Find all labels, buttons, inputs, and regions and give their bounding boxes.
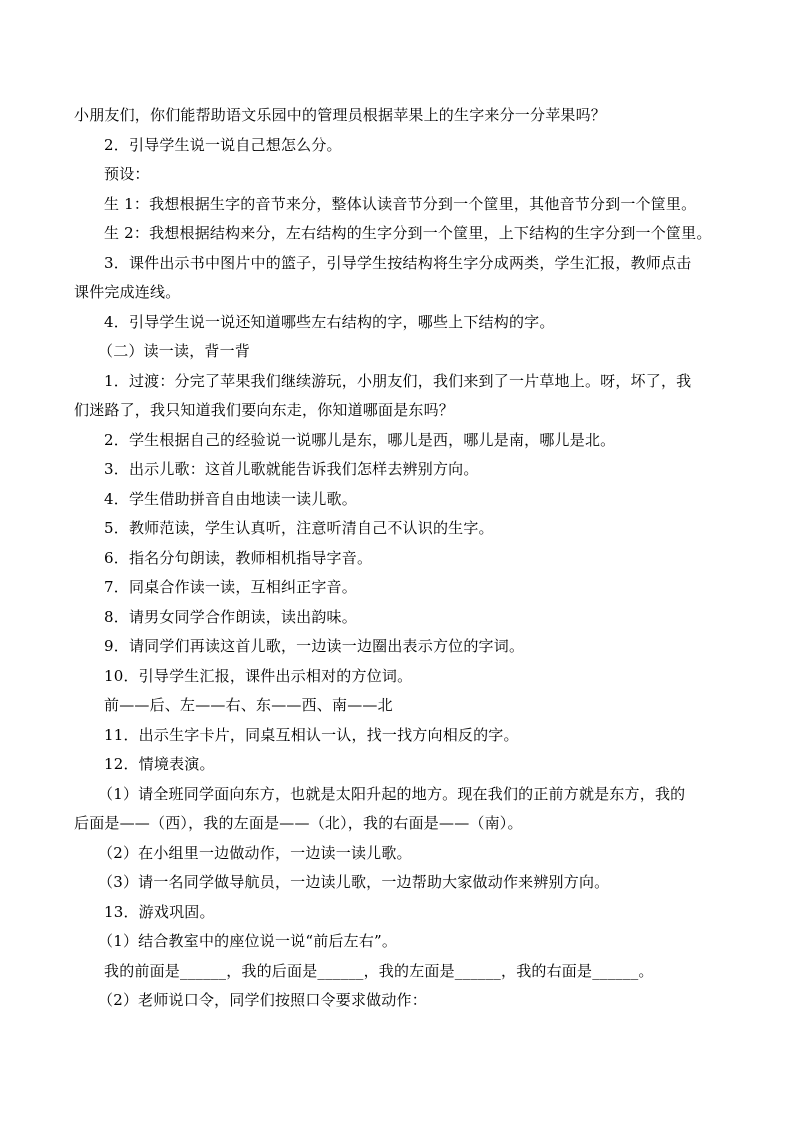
text-line: 13．游戏巩固。	[104, 902, 215, 921]
text-line: 生 1：我想根据生字的音节来分，整体认读音节分到一个筐里，其他音节分到一个筐里。	[104, 194, 697, 213]
text-line: 11．出示生字卡片，同桌互相认一认，找一找方向相反的字。	[104, 725, 519, 744]
text-line: 7．同桌合作读一读，互相纠正字音。	[104, 578, 357, 596]
text-line: （2）在小组里一边做动作，一边读一读儿歌。	[98, 843, 412, 862]
text-line: 2．学生根据自己的经验说一说哪儿是东，哪儿是西，哪儿是南，哪儿是北。	[104, 430, 616, 449]
text-line: 我的前面是______，我的后面是______，我的左面是______，我的右面是______。	[104, 961, 654, 980]
text-line: （3）请一名同学做导航员，一边读儿歌，一边帮助大家做动作来辨别方向。	[98, 873, 610, 891]
text-line: （2）老师说口令，同学们按照口令要求做动作：	[98, 991, 427, 1009]
text-line: 6．指名分句朗读，教师相机指导字音。	[104, 548, 373, 567]
text-line: 小朋友们，你们能帮助语文乐园中的管理员根据苹果上的生字来分一分苹果吗？	[74, 106, 607, 124]
text-line: 预设：	[104, 165, 150, 183]
text-line: （1）请全班同学面向东方，也就是太阳升起的地方。现在我们的正前方就是东方，我的	[98, 784, 686, 803]
text-line: 8．请男女同学合作朗读，读出韵味。	[104, 607, 357, 626]
text-line: 10．引导学生汇报，课件出示相对的方位词。	[104, 666, 413, 685]
text-line: 课件完成连线。	[74, 283, 181, 301]
text-line: 3．出示儿歌：这首儿歌就能告诉我们怎样去辨别方向。	[104, 460, 479, 478]
text-line: 1．过渡：分完了苹果我们继续游玩，小朋友们，我们来到了一片草地上。呀，坏了，我	[104, 371, 692, 390]
document-body	[74, 101, 724, 1016]
text-line: 2．引导学生说一说自己想怎么分。	[104, 135, 342, 154]
text-line: 5．教师范读，学生认真听，注意听清自己不认识的生字。	[104, 519, 494, 537]
text-line: （二）读一读，背一背	[98, 342, 251, 360]
text-line: 4．学生借助拼音自由地读一读儿歌。	[104, 489, 357, 508]
text-line: （1）结合教室中的座位说一说“前后左右”。	[98, 932, 398, 950]
text-line: 3．课件出示书中图片中的篮子，引导学生按结构将生字分成两类，学生汇报，教师点击	[104, 253, 692, 272]
text-line: 们迷路了，我只知道我们要向东走，你知道哪面是东吗？	[74, 401, 455, 419]
text-line: 4．引导学生说一说还知道哪些左右结构的字，哪些上下结构的字。	[104, 312, 555, 331]
text-line: 12．情境表演。	[104, 755, 215, 773]
text-line: 后面是——（西），我的左面是——（北），我的右面是——（南）。	[74, 814, 523, 832]
text-line: 9．请同学们再读这首儿歌，一边读一边圈出表示方位的字词。	[104, 637, 525, 655]
text-line: 前——后、左——右、东——西、南——北	[104, 696, 393, 714]
text-line: 生 2：我想根据结构来分，左右结构的生字分到一个筐里，上下结构的生字分到一个筐里。	[104, 224, 712, 242]
